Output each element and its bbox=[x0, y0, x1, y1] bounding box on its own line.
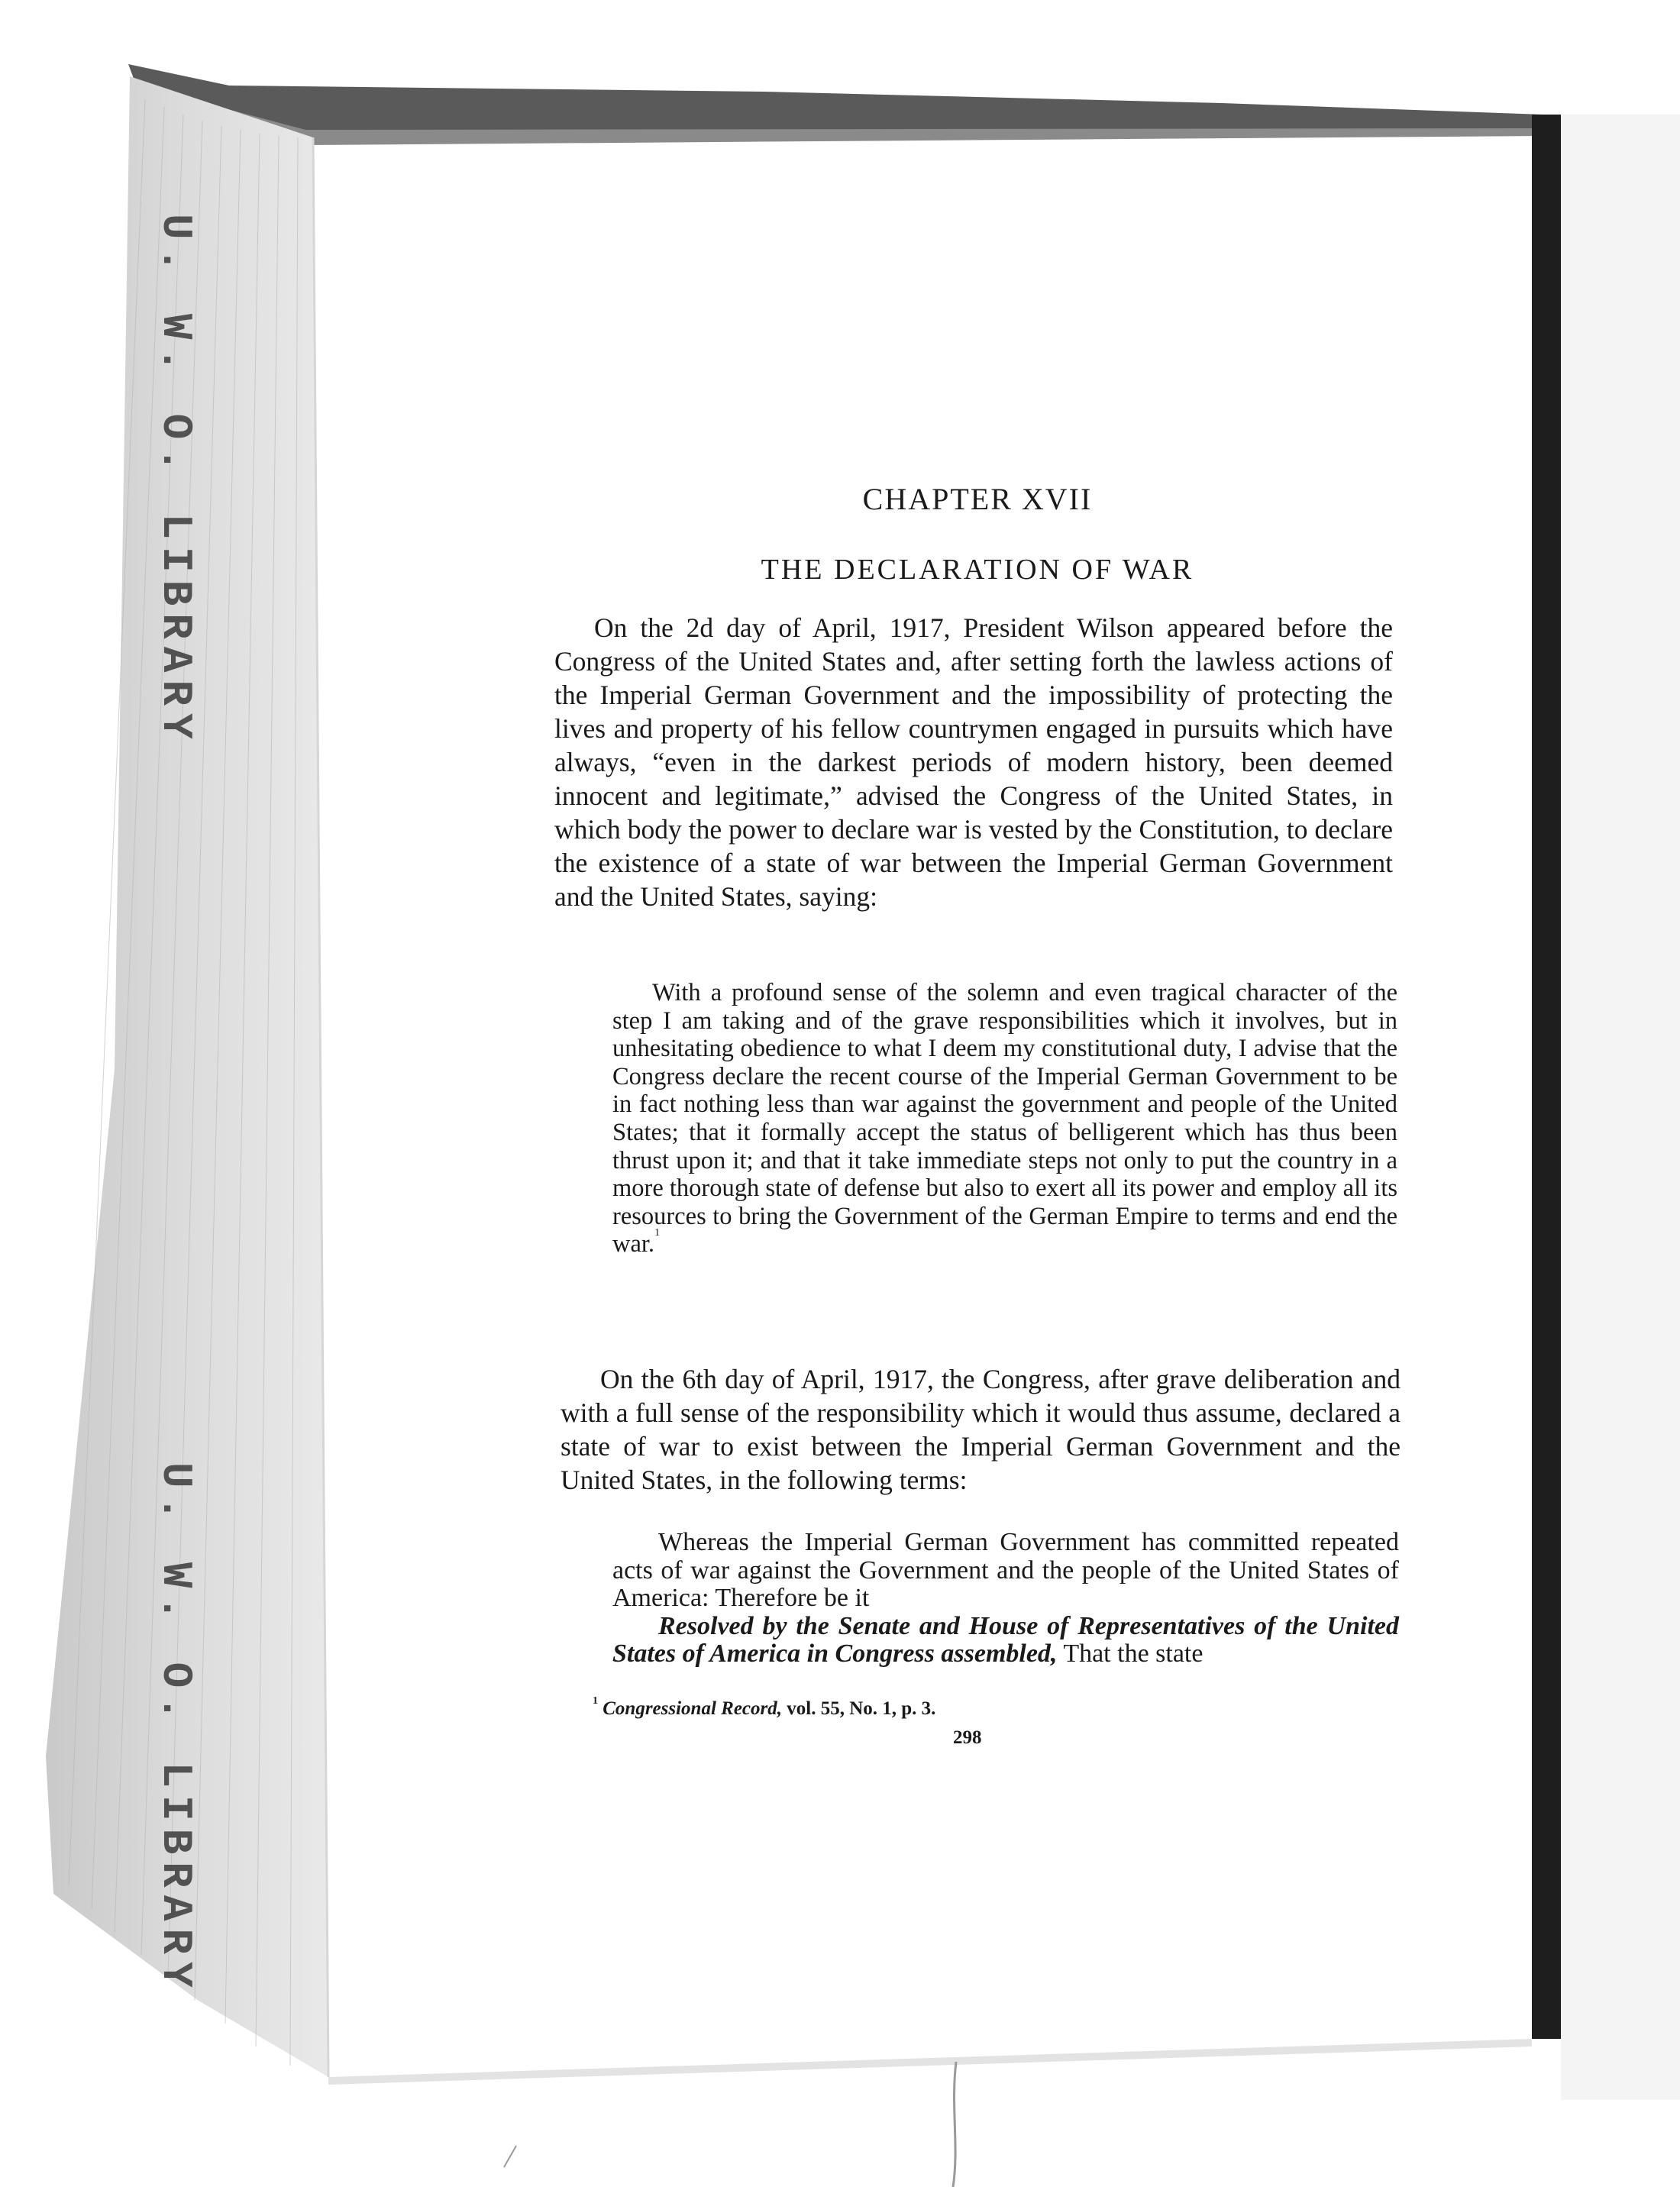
footnote-rest: vol. 55, No. 1, p. 3. bbox=[782, 1698, 936, 1719]
quote-wilson bbox=[612, 979, 1397, 1258]
resolution-resolved bbox=[612, 1613, 1399, 1669]
page-number: 298 bbox=[953, 1727, 982, 1748]
quote-wilson-text: With a profound sense of the solemn and even tragical character of the step I am taking and of the grave responsibilities which it involves, but in unhesitating obedience to what I deem my constitutional duty, I advise that the Congress declare the recent course of the Imperial German Government to be in fact nothing less than war against the government and people of the United States; that it formally accept the status of belligerent which has thus been thrust upon it; and that it take immediate steps not only to put the country in a more thorough state of defense but also to exert all its power and employ all its resources to bring the Government of the German Empire to terms and end the war. bbox=[612, 979, 1398, 1258]
library-stamp-bottom: U. W. O. LIBRARY bbox=[151, 1462, 200, 1995]
chapter-heading: CHAPTER XVII bbox=[862, 482, 1093, 516]
library-stamp-top: U. W. O. LIBRARY bbox=[151, 214, 200, 747]
paragraph-1: On the 2d day of April, 1917, President Wilson appeared before the Congress of the United States and, after setting forth the lawless actions of the Imperial German Government and the impossibility of protecting the lives and property of his fellow countrymen engaged in pursuits which have always, “even in the darkest periods of modern history, been deemed innocent and legitimate,” advised the Congress of the United States, in which body the power to declare war is vested by the Constitution, to declare the existence of a state of war between the Imperial German Government and the United States, saying: bbox=[554, 612, 1393, 912]
footnote bbox=[593, 1695, 936, 1720]
resolution-quote bbox=[612, 1529, 1399, 1669]
resolution-resolved-rest: That the state bbox=[1057, 1639, 1203, 1668]
footnote-source: Congressional Record, bbox=[603, 1698, 783, 1719]
resolution-resolved-italic: Resolved by the Senate and House of Representatives of the United States of America in Congress assembled, bbox=[612, 1611, 1399, 1668]
chapter-title: THE DECLARATION OF WAR bbox=[761, 554, 1194, 586]
paragraph-2: On the 6th day of April, 1917, the Congress, after grave deliberation and with a full sense of the responsibility which it would thus assume, declared a state of war to exist between the Imperial German Government and the United States, in the following terms: bbox=[561, 1364, 1401, 1495]
footnote-mark: 1 bbox=[593, 1695, 598, 1707]
resolution-whereas: Whereas the Imperial German Government has committed repeated acts of war against the Government and the people of the United States of America: Therefore be it bbox=[612, 1528, 1399, 1612]
footnote-reference: 1 bbox=[654, 1227, 661, 1239]
